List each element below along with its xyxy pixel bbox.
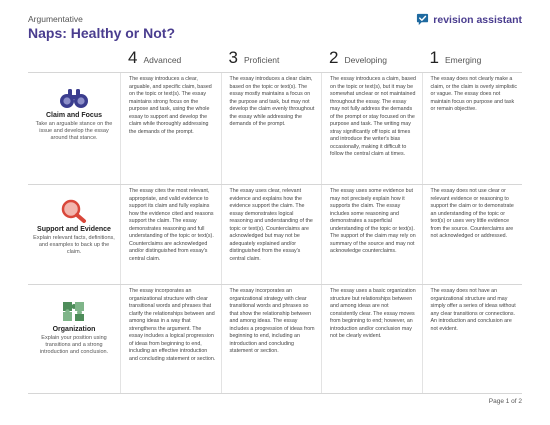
rubric-row-support-and-evidence [28, 184, 522, 284]
rubric-cell-developing: The essay introduces a claim, based on the topic or text(s), but it may be somewhat unclear or not maintained throughout the essay. The essay may not fully address the demands of the prompt or stay focused on the purpose and task. The writing may stray significantly off topic at times and introduce the writer's bias occasionally, making it difficult to follow the central claim at times. [321, 73, 422, 184]
level-name: Developing [344, 55, 387, 65]
trait-title: Support and Evidence [37, 226, 111, 233]
trait-description: Explain relevant facts, definitions, and examples to back up the claim. [33, 235, 115, 256]
level-number: 3 [228, 48, 238, 67]
puzzle-icon [61, 299, 87, 323]
trait-header [28, 73, 120, 184]
level-name: Advanced [143, 55, 182, 65]
trait-description: Take an arguable stance on the issue and develop the essay around that stance. [35, 121, 113, 142]
level-header-developing [321, 48, 422, 70]
rubric-cell-proficient: The essay introduces a clear claim, based on the topic or text(s). The essay mostly maintains a focus on the purpose and task, but may not develop the claim evenly throughout the essay while addressing the demands of the prompt. [221, 73, 322, 184]
level-header-row [120, 48, 522, 70]
trait-title: Organization [52, 326, 96, 333]
trait-header [28, 185, 120, 284]
page-number: Page 1 of 2 [488, 398, 522, 405]
brand-name: revision assistant [433, 13, 522, 26]
page-title: Naps: Healthy or Not? [28, 25, 176, 41]
rubric-table [28, 72, 522, 394]
level-number: 1 [429, 48, 439, 67]
rubric-cell-emerging: The essay does not clearly make a claim, or the claim is overly simplistic or vague. The essay does not maintain focus on purpose and task or remain objective. [422, 73, 523, 184]
rubric-cell-developing: The essay uses a basic organization structure but relationships between and among ideas are not consistently clear. The essay moves from beginning to end; however, an introduction and/or conclusion may not be clearly evident. [321, 285, 422, 393]
rubric-cell-advanced: The essay cites the most relevant, appropriate, and valid evidence to support its claim and fully explains how the evidence cited and reasons support the claim. The essay demonstrates reasoning and full understanding of the topic or text(s). Counterclaims are acknowledged and/or distinguished from essay's central claim. [120, 185, 221, 284]
level-name: Emerging [444, 55, 482, 65]
rubric-cell-advanced: The essay incorporates an organizational structure with clear transitional words and phrases that clarify the relationships between and among ideas in a way that strengthens the argument. The essay includes a logical progression of ideas from beginning to end, including an effective introduction and concluding statement or section. [120, 285, 221, 393]
level-header-advanced [120, 48, 221, 70]
document-type-label: Argumentative [28, 14, 83, 24]
rubric-cell-developing: The essay uses some evidence but may not precisely explain how it supports the claim. The essay includes some reasoning and demonstrates a superficial understanding of the topic or text(s). The support of the claim may rely on summary of the source and may not acknowledge counterclaims. [321, 185, 422, 284]
rubric-row-organization [28, 284, 522, 394]
brand-icon [416, 13, 429, 26]
rubric-cell-proficient: The essay incorporates an organizational strategy with clear transitional words and phrases so that show the relationship between and among ideas. The essay includes a progression of ideas from beginning to end, including an introduction and concluding statement or section. [221, 285, 322, 393]
binoculars-icon [59, 87, 89, 109]
level-number: 4 [128, 48, 138, 67]
level-header-proficient [221, 48, 322, 70]
level-name: Proficient [243, 55, 280, 65]
rubric-cell-proficient: The essay uses clear, relevant evidence and explains how the evidence support the claim. The essay demonstrates logical reasoning and understanding of the topic or text(s). Counterclaims are acknowledged but may not be adequately explained and/or distinguished from the essay's central claim. [221, 185, 322, 284]
trait-description: Explain your position using transitions and a strong introduction and conclusion. [39, 335, 109, 356]
rubric-cell-advanced: The essay introduces a clear, arguable, and specific claim, based on the topic or text(s). The essay maintains strong focus on the purpose and task, using the whole essay to support and develop the claim while thoroughly addressing the demands of the prompt. [120, 73, 221, 184]
rubric-cell-emerging: The essay does not have an organizational structure and may simply offer a series of ideas without any clear transitions or connections. An introduction and conclusion are not evident. [422, 285, 523, 393]
level-header-emerging [422, 48, 523, 70]
magnifier-icon [61, 199, 87, 223]
rubric-cell-emerging: The essay does not use clear or relevant evidence or reasoning to support the claim or to demonstrate an understanding of the topic or text(s) or uses very little evidence from the source. Counterclaims are not acknowledged or addressed. [422, 185, 523, 284]
brand-logo [416, 13, 522, 26]
trait-title: Claim and Focus [45, 112, 102, 119]
trait-header [28, 285, 120, 393]
rubric-row-claim-and-focus [28, 72, 522, 184]
level-number: 2 [329, 48, 339, 67]
